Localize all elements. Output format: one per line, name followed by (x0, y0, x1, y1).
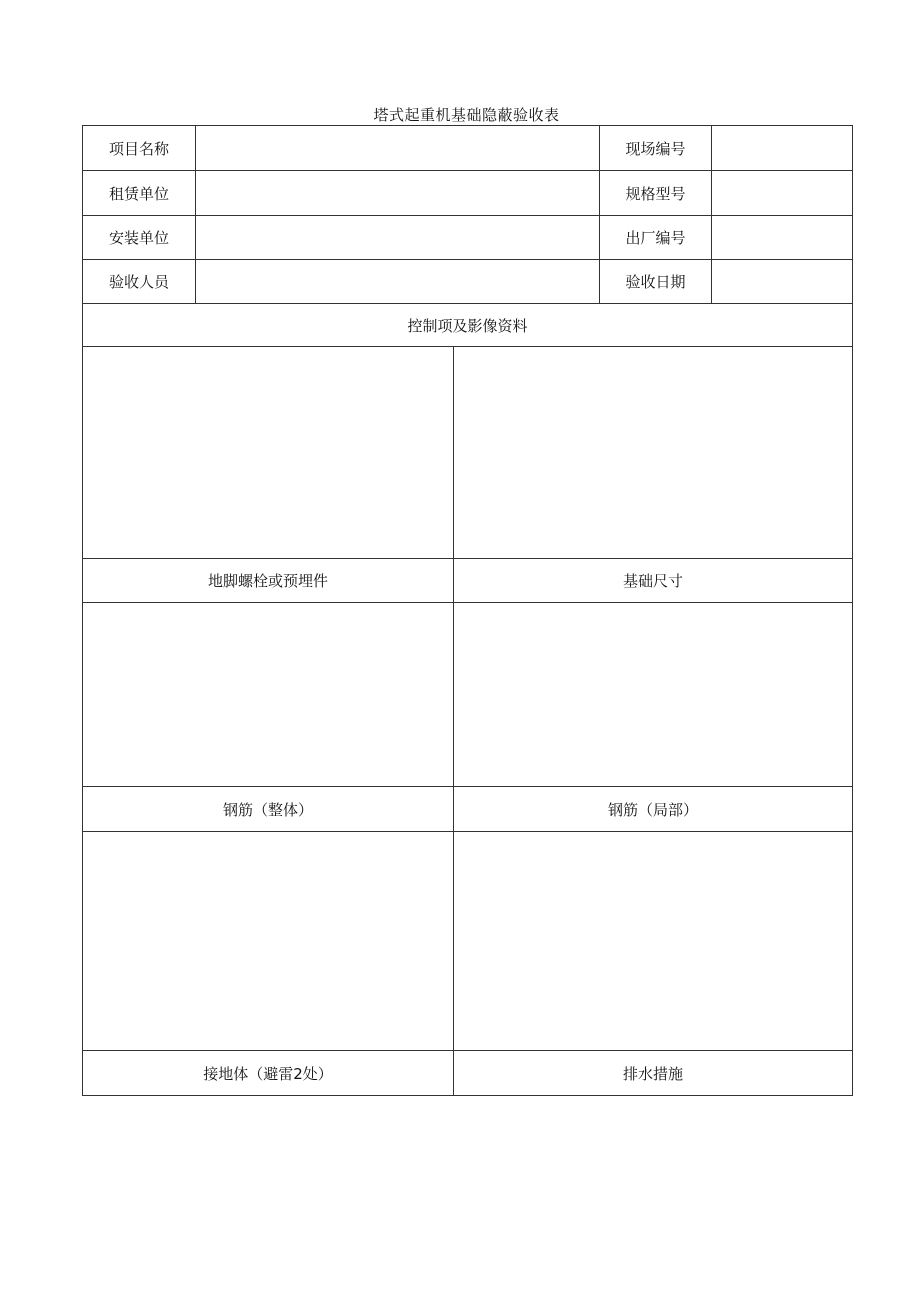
drainage-photo-area[interactable] (454, 832, 853, 1051)
anchor-bolt-photo-area[interactable] (83, 347, 454, 559)
caption-row-2 (83, 787, 853, 832)
rebar-overall-caption: 钢筋（整体） (83, 787, 454, 832)
rebar-detail-caption: 钢筋（局部） (454, 787, 853, 832)
inspectors-label: 验收人员 (83, 260, 196, 304)
site-number-field[interactable] (712, 126, 853, 171)
installation-unit-field[interactable] (196, 216, 600, 260)
installation-unit-label: 安装单位 (83, 216, 196, 260)
inspection-date-label: 验收日期 (600, 260, 712, 304)
inspection-date-field[interactable] (712, 260, 853, 304)
document-title: 塔式起重机基础隐蔽验收表 (373, 106, 560, 124)
foundation-size-caption: 基础尺寸 (454, 559, 853, 603)
leasing-unit-label: 租赁单位 (83, 171, 196, 216)
section-header-row (83, 304, 853, 347)
caption-row-3 (83, 1051, 853, 1096)
info-row-leasing-unit (83, 171, 853, 216)
photo-row-3 (83, 832, 853, 1051)
drainage-caption: 排水措施 (454, 1051, 853, 1096)
site-number-label: 现场编号 (600, 126, 712, 171)
model-spec-label: 规格型号 (600, 171, 712, 216)
foundation-size-photo-area[interactable] (454, 347, 853, 559)
anchor-bolt-caption: 地脚螺栓或预埋件 (83, 559, 454, 603)
project-name-field[interactable] (196, 126, 600, 171)
factory-number-field[interactable] (712, 216, 853, 260)
photo-row-2 (83, 603, 853, 787)
grounding-caption: 接地体（避雷2处） (83, 1051, 454, 1096)
inspectors-field[interactable] (196, 260, 600, 304)
info-row-project-name (83, 126, 853, 171)
project-name-label: 项目名称 (83, 126, 196, 171)
model-spec-field[interactable] (712, 171, 853, 216)
leasing-unit-field[interactable] (196, 171, 600, 216)
caption-row-1 (83, 559, 853, 603)
grounding-photo-area[interactable] (83, 832, 454, 1051)
acceptance-form-table (82, 125, 853, 1096)
rebar-overall-photo-area[interactable] (83, 603, 454, 787)
info-row-installation-unit (83, 216, 853, 260)
factory-number-label: 出厂编号 (600, 216, 712, 260)
section-header: 控制项及影像资料 (83, 304, 853, 347)
info-row-inspectors (83, 260, 853, 304)
rebar-detail-photo-area[interactable] (454, 603, 853, 787)
photo-row-1 (83, 347, 853, 559)
